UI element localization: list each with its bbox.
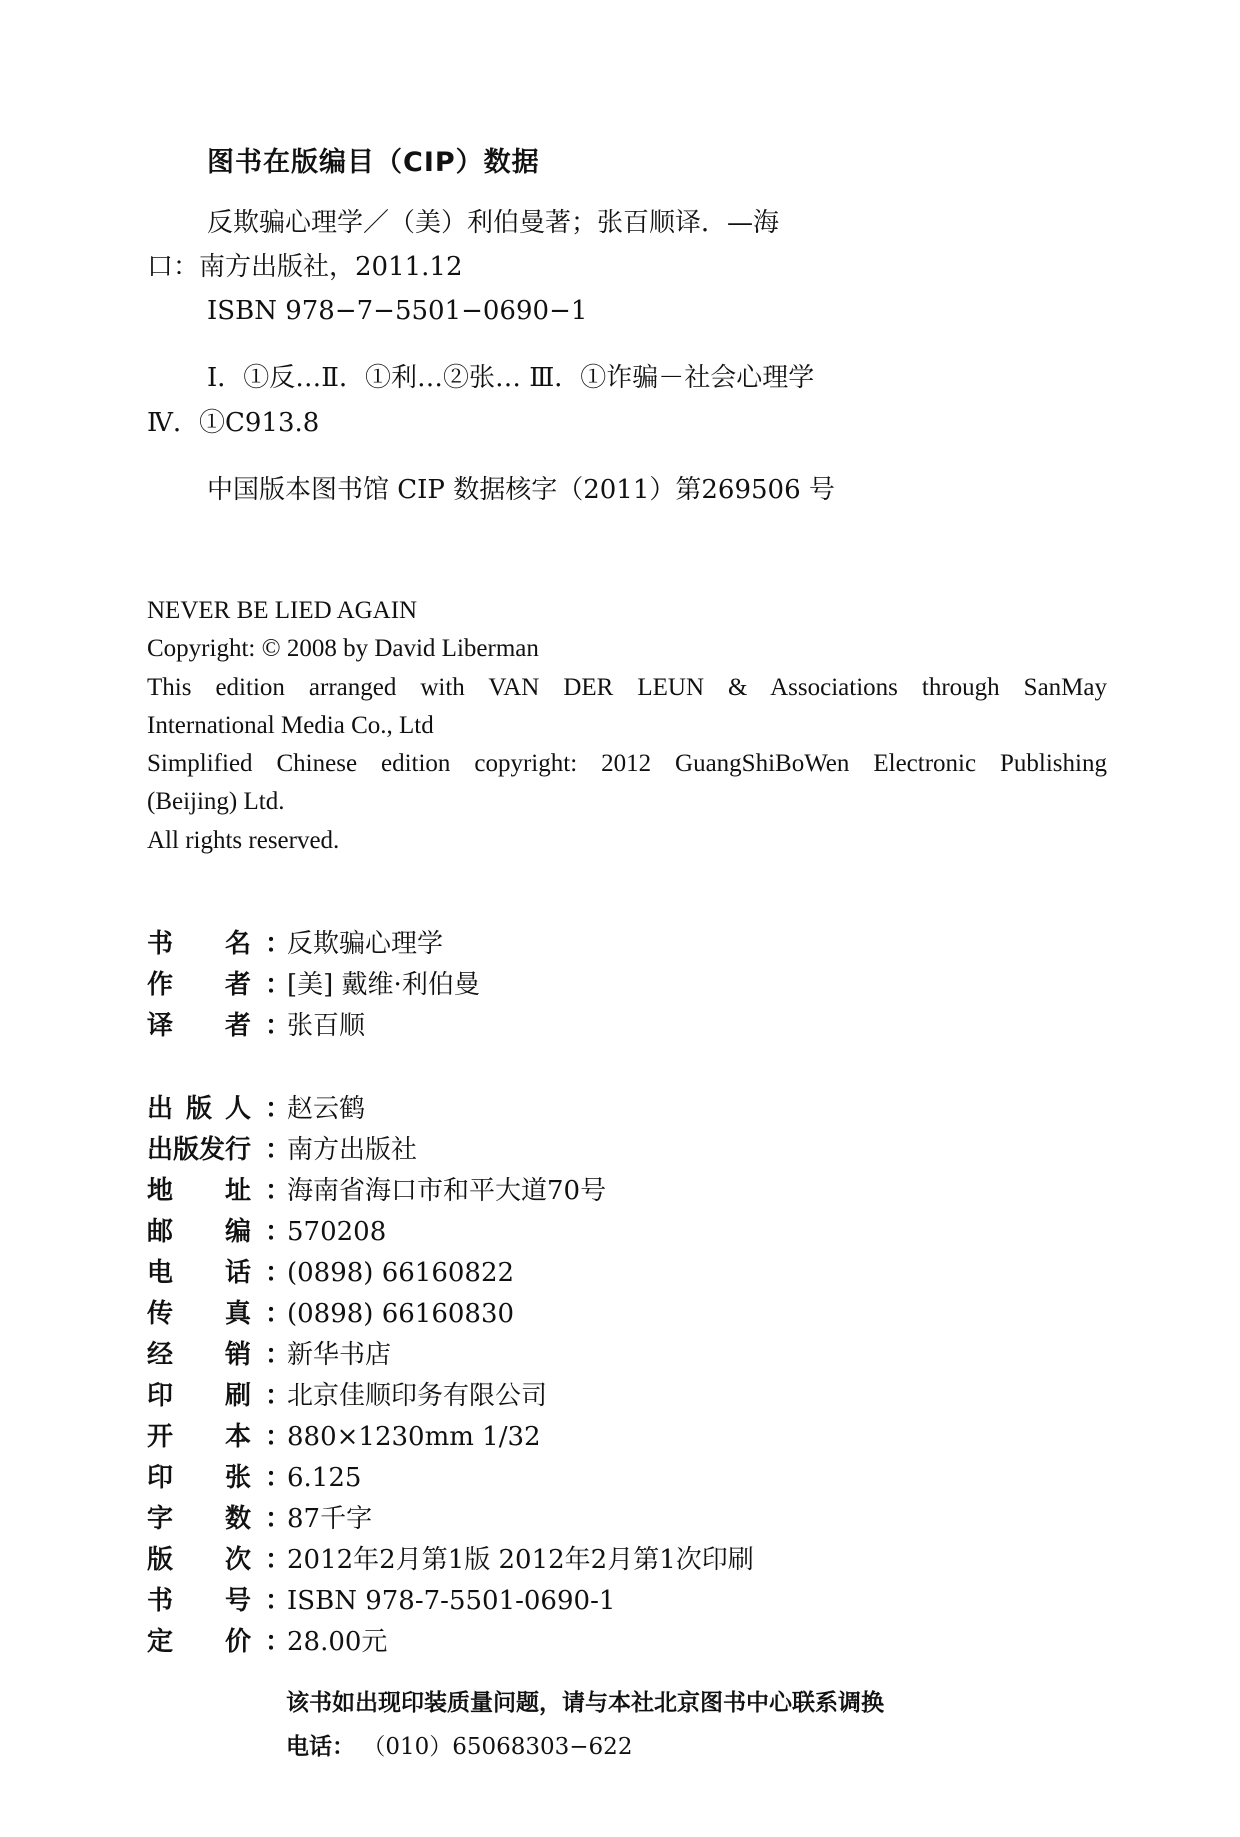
original-title: NEVER BE LIED AGAIN (147, 597, 418, 624)
info-value: 570208 (287, 1217, 387, 1247)
info-value: 87千字 (287, 1504, 373, 1534)
info-colon: ： (265, 1094, 292, 1124)
edition-arrangement-cont: International Media Co., Ltd (147, 711, 434, 739)
cip-classification: Ⅰ．①反…Ⅱ．①利…②张… Ⅲ．①诈骗－社会心理学 (207, 363, 815, 393)
cip-line: 反欺骗心理学／（美）利伯曼著；张百顺译．—海 (207, 208, 780, 238)
info-value: 新华书店 (287, 1340, 392, 1370)
info-value: 北京佳顺印务有限公司 (287, 1381, 548, 1411)
info-value: [美] 戴维·利伯曼 (287, 970, 480, 1000)
copyright-line: Copyright: © 2008 by David Liberman (147, 635, 539, 663)
info-value: 880×1230mm 1/32 (287, 1422, 541, 1452)
info-value: (0898) 66160830 (287, 1299, 515, 1329)
info-colon: ： (265, 1135, 292, 1165)
rights-reserved: All rights reserved. (147, 826, 340, 854)
info-colon: ： (265, 1545, 292, 1575)
chinese-edition-copyright: Simplified Chinese edition copyright: 2012 GuangShiBoWen Electronic Publishing (147, 750, 1107, 778)
info-colon: ： (265, 1586, 292, 1616)
copyright-page: 图书在版编目（CIP）数据 反欺骗心理学／（美）利伯曼著；张百顺译．—海 口：南方出版社，2011.12 ISBN 978−7−5501−0690−1 Ⅰ．①反…Ⅱ．①利…②张… Ⅲ．①诈骗－社会心理学 Ⅳ．①C913.8 中国版本图书馆 CIP 数据核字（2011）第269506 号 NEVER BE LIED AGAIN Copyright: © 2008 by David Liberman This edition arranged with VAN DER LEUN & Associations through SanMay International Media Co., Ltd Simplified Chinese edition copyright: 2012 GuangShiBoWen Electronic Publishing (Beijing) Ltd. All rights reserved. 书 名 ： 反欺骗心理学 作 者 ： [美] 戴维·利伯曼 译 者 ： 张百顺 出 版 人 ： 赵云鹤 出 版 发 行 ： 南方出版社 地 址 ： 海南省海口市和平大道70号 邮 编 ： 570208 电 话 ： (0898) 66160822 传 真 ： (0898) 66160830 经 销 ： 新华书店 印 刷 ： 北京佳顺印务有限公司 开 本 ： 880×1230mm 1/32 印 张 ： 6.125 字 数 ： 87千字 版 次 ： 2012年2月第1版 2012年2月第1次印刷 书 号 ： ISBN 978-7-5501-0690-1 定 价 ： 28.00元 该书如出现印装质量问题，请与本社北京图书中心联系调换 电话： （010）65068303−622 (0, 0, 1240, 1837)
info-value: 2012年2月第1版 2012年2月第1次印刷 (287, 1545, 754, 1575)
info-colon: ： (265, 1258, 292, 1288)
info-colon: ： (265, 1422, 292, 1452)
info-colon: ： (265, 1176, 292, 1206)
info-value: 28.00元 (287, 1627, 388, 1657)
info-colon: ： (265, 1504, 292, 1534)
info-value: 南方出版社 (287, 1135, 418, 1165)
service-phone-label: 电话： (286, 1734, 355, 1760)
info-value: ISBN 978-7-5501-0690-1 (287, 1586, 616, 1616)
info-colon: ： (265, 1627, 292, 1657)
info-value: (0898) 66160822 (287, 1258, 515, 1288)
info-colon: ： (265, 970, 292, 1000)
cip-record-number: 中国版本图书馆 CIP 数据核字（2011）第269506 号 (207, 475, 835, 505)
chinese-edition-copyright-cont: (Beijing) Ltd. (147, 788, 285, 816)
cip-title: 图书在版编目（CIP）数据 (207, 147, 540, 178)
info-value: 张百顺 (287, 1011, 366, 1041)
quality-notice: 该书如出现印装质量问题，请与本社北京图书中心联系调换 (286, 1690, 884, 1716)
service-phone (286, 1728, 632, 1761)
info-colon: ： (265, 1217, 292, 1247)
cip-isbn: ISBN 978−7−5501−0690−1 (207, 296, 588, 326)
info-value: 赵云鹤 (287, 1094, 366, 1124)
copyright-notice (147, 592, 1107, 860)
cip-line: 口：南方出版社，2011.12 (147, 252, 463, 282)
service-phone-number: （010）65068303−622 (362, 1734, 633, 1760)
info-colon: ： (265, 929, 292, 959)
info-value: 6.125 (287, 1463, 362, 1493)
info-value: 海南省海口市和平大道70号 (287, 1176, 607, 1206)
info-colon: ： (265, 1381, 292, 1411)
info-colon: ： (265, 1011, 292, 1041)
edition-arrangement: This edition arranged with VAN DER LEUN & Associations through SanMay (147, 673, 1107, 701)
cip-classification-number: Ⅳ．①C913.8 (147, 408, 320, 438)
info-value: 反欺骗心理学 (287, 929, 444, 959)
info-colon: ： (265, 1340, 292, 1370)
info-colon: ： (265, 1463, 292, 1493)
info-colon: ： (265, 1299, 292, 1329)
